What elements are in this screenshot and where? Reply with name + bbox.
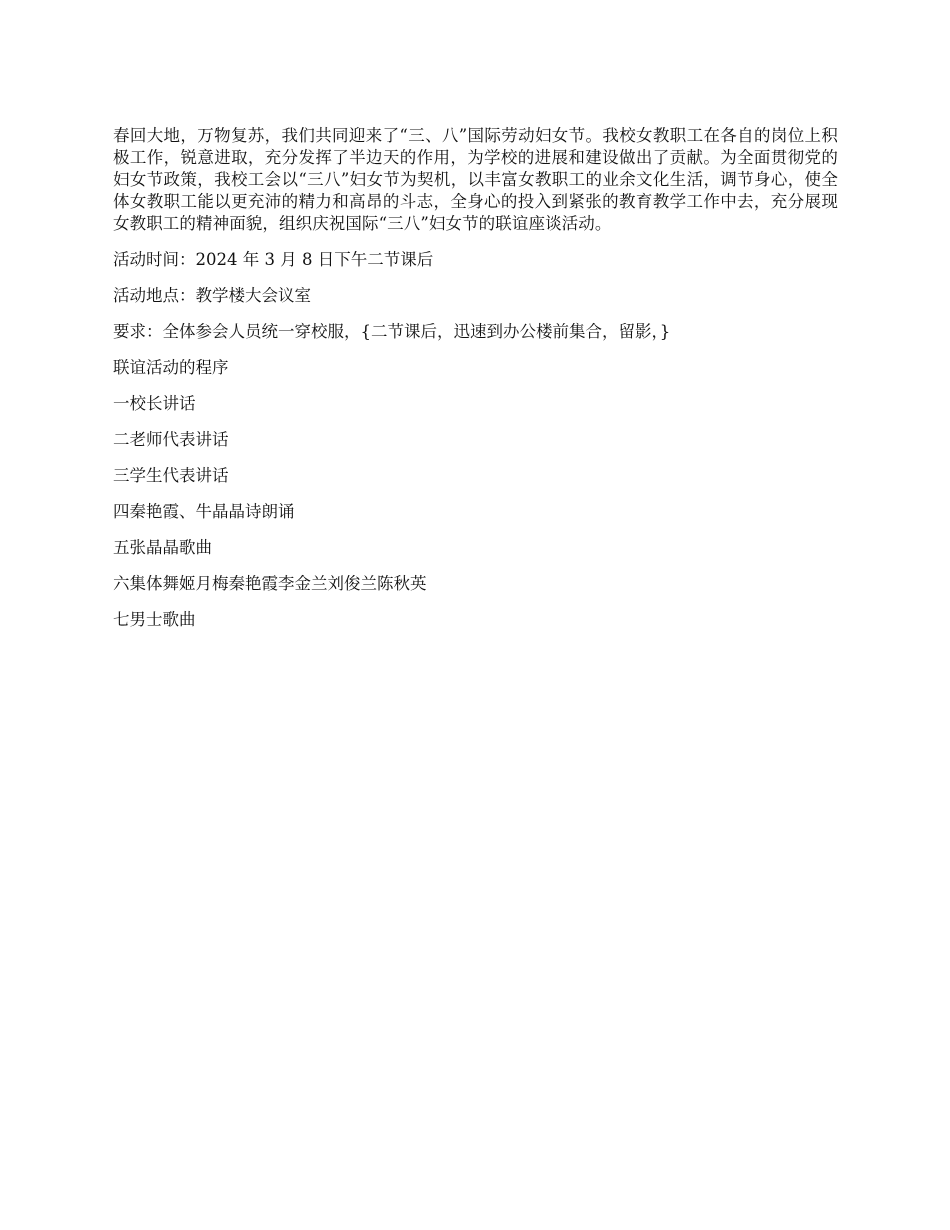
program-heading: 联谊活动的程序	[113, 358, 229, 377]
program-item: 二老师代表讲话	[113, 430, 229, 449]
activity-requirement: 要求：全体参会人员统一穿校服，{二节课后，迅速到办公楼前集合，留影，}	[113, 322, 671, 341]
program-item: 三学生代表讲话	[113, 466, 229, 485]
document-body	[113, 125, 838, 631]
program-item: 七男士歌曲	[113, 610, 196, 629]
program-item: 四秦艳霞、牛晶晶诗朗诵	[113, 502, 295, 521]
intro-paragraph: 春回大地，万物复苏，我们共同迎来了“三、八”国际劳动妇女节。我校女教职工在各自的岗位上积极工作，锐意进取，充分发挥了半边天的作用，为学校的进展和建设做出了贡献。为全面贯彻党的妇女节政策，我校工会以“三八”妇女节为契机，以丰富女教职工的业余文化生活，调节身心，使全体女教职工能以更充沛的精力和高昂的斗志，全身心的投入到紧张的教育教学工作中去，充分展现女教职工的精神面貌，组织庆祝国际“三八”妇女节的联谊座谈活动。	[113, 126, 838, 233]
activity-time: 活动时间：2024 年 3 月 8 日下午二节课后	[113, 250, 434, 269]
program-item: 六集体舞姬月梅秦艳霞李金兰刘俊兰陈秋英	[113, 574, 427, 593]
program-item: 一校长讲话	[113, 394, 196, 413]
activity-location: 活动地点：教学楼大会议室	[113, 286, 311, 305]
program-item: 五张晶晶歌曲	[113, 538, 212, 557]
